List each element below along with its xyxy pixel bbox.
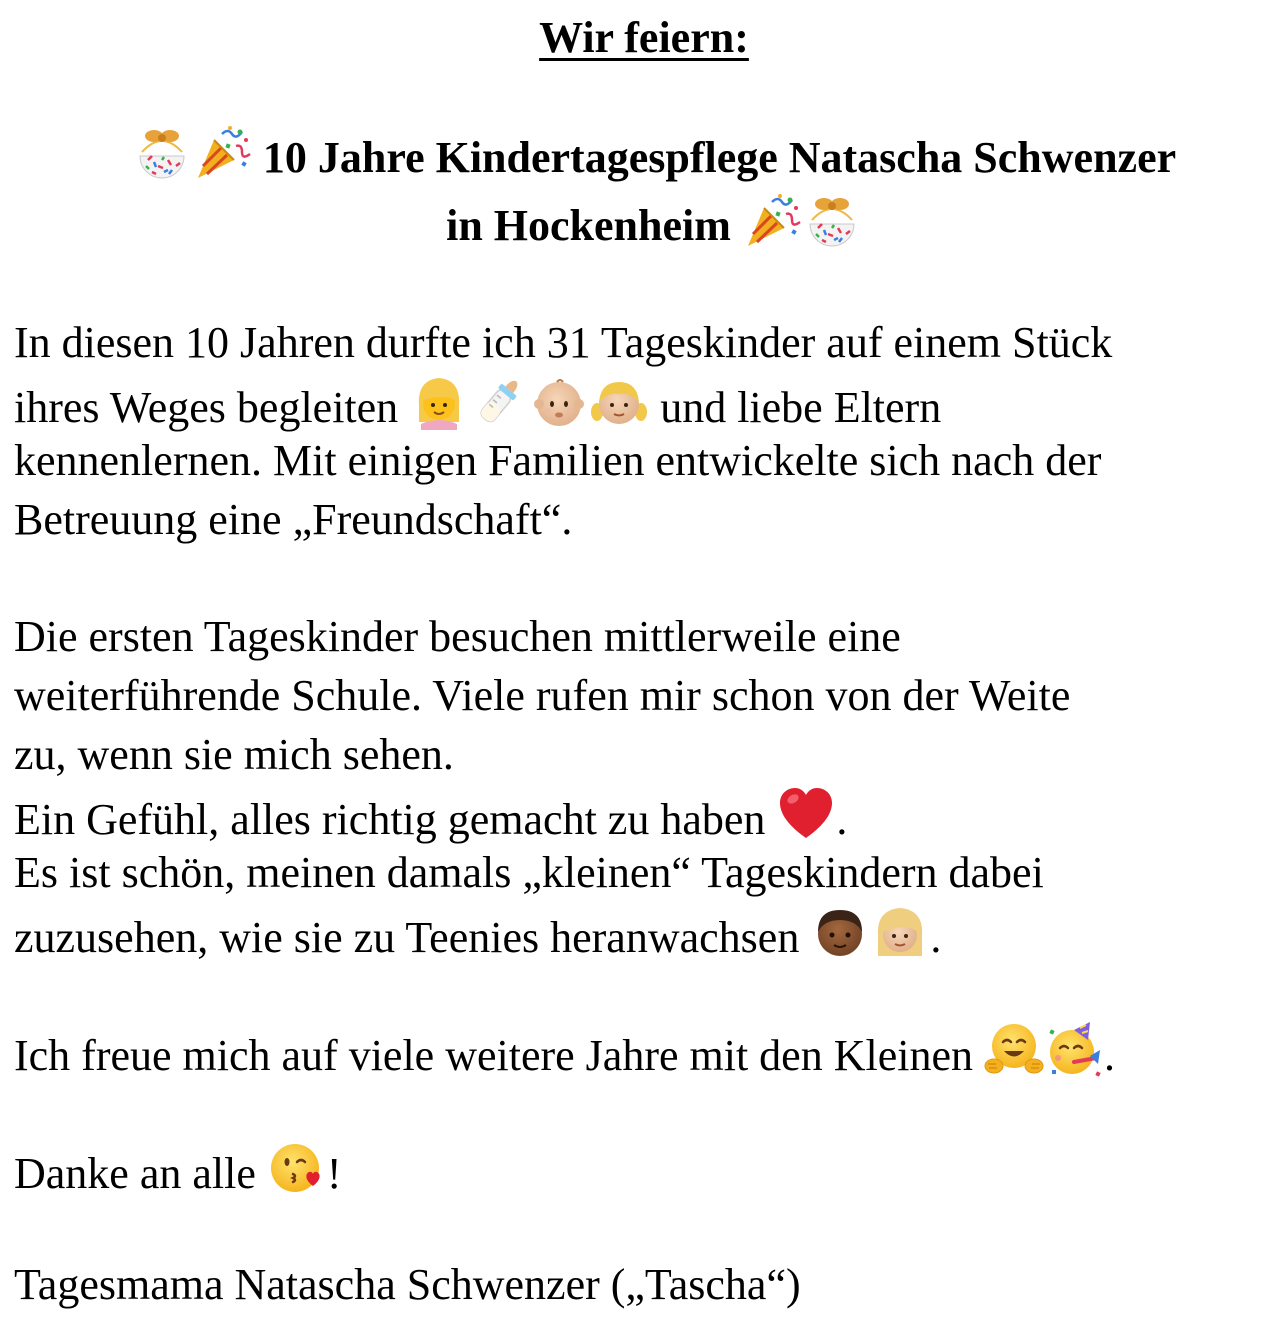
- hugging-face-icon: [984, 1020, 1044, 1080]
- paragraph-text: Danke an alle: [14, 1149, 256, 1198]
- signature: [14, 1255, 1282, 1314]
- paragraph-line: [14, 784, 1282, 843]
- paragraph-text: .: [836, 795, 848, 844]
- paragraph-line: In diesen 10 Jahren durfte ich 31 Tageskinder auf einem Stück: [14, 318, 1113, 367]
- paragraph-line: Die ersten Tageskinder besuchen mittlerweile eine: [14, 612, 901, 661]
- paragraph-line: [14, 1138, 1282, 1197]
- headline: [40, 122, 1268, 258]
- paragraph-line: [14, 1020, 1282, 1079]
- paragraph-anniversary: [14, 313, 1282, 549]
- partying-face-icon: [1044, 1020, 1104, 1080]
- paragraph-line: weiterführende Schule. Viele rufen mir schon von der Weite: [14, 671, 1071, 720]
- boy-icon: [810, 902, 870, 962]
- face-blowing-kiss-icon: [267, 1138, 327, 1198]
- paragraph-text: !: [326, 1149, 342, 1198]
- paragraph-line: [14, 902, 1282, 961]
- paragraph-thanks: [14, 1138, 1282, 1197]
- headline-text-1: 10 Jahre Kindertagespflege Natascha Schwenzer: [262, 133, 1177, 182]
- paragraph-line: Betreuung eine „Freundschaft“.: [14, 495, 573, 544]
- red-heart-icon: [776, 784, 836, 844]
- page-title: Wir feiern:: [539, 13, 749, 62]
- headline-line-2: [40, 190, 1268, 258]
- paragraph-text: ihres Weges begleiten: [14, 383, 399, 432]
- paragraph-line: [14, 372, 1282, 431]
- paragraph-line: zu, wenn sie mich sehen.: [14, 730, 454, 779]
- paragraph-text: .: [1104, 1031, 1115, 1080]
- woman-icon: [409, 372, 469, 432]
- baby-bottle-icon: [469, 372, 529, 432]
- confetti-ball-icon: [132, 122, 192, 182]
- paragraph-memories: [14, 607, 1282, 961]
- paragraph-text: und liebe Eltern: [660, 383, 942, 432]
- paragraph-text: zuzusehen, wie sie zu Teenies heranwachsen: [14, 913, 800, 962]
- paragraph-text: Ein Gefühl, alles richtig gemacht zu haben: [14, 795, 766, 844]
- confetti-ball-icon: [802, 190, 862, 250]
- headline-text-2: in Hockenheim: [446, 201, 731, 250]
- paragraph-text: Ich freue mich auf viele weitere Jahre mit den Kleinen: [14, 1031, 973, 1080]
- girl-icon: [589, 372, 649, 432]
- paragraph-line: kennenlernen. Mit einigen Familien entwickelte sich nach der: [14, 436, 1102, 485]
- party-popper-icon: [742, 190, 802, 250]
- party-popper-icon: [192, 122, 252, 182]
- paragraph-line: Es ist schön, meinen damals „kleinen“ Tageskindern dabei: [14, 848, 1044, 897]
- baby-icon: [529, 372, 589, 432]
- paragraph-text: .: [930, 913, 942, 962]
- signature-text: Tagesmama Natascha Schwenzer („Tascha“): [14, 1260, 801, 1309]
- headline-line-1: [40, 122, 1268, 190]
- blonde-girl-icon: [870, 902, 930, 962]
- paragraph-outlook: [14, 1020, 1282, 1079]
